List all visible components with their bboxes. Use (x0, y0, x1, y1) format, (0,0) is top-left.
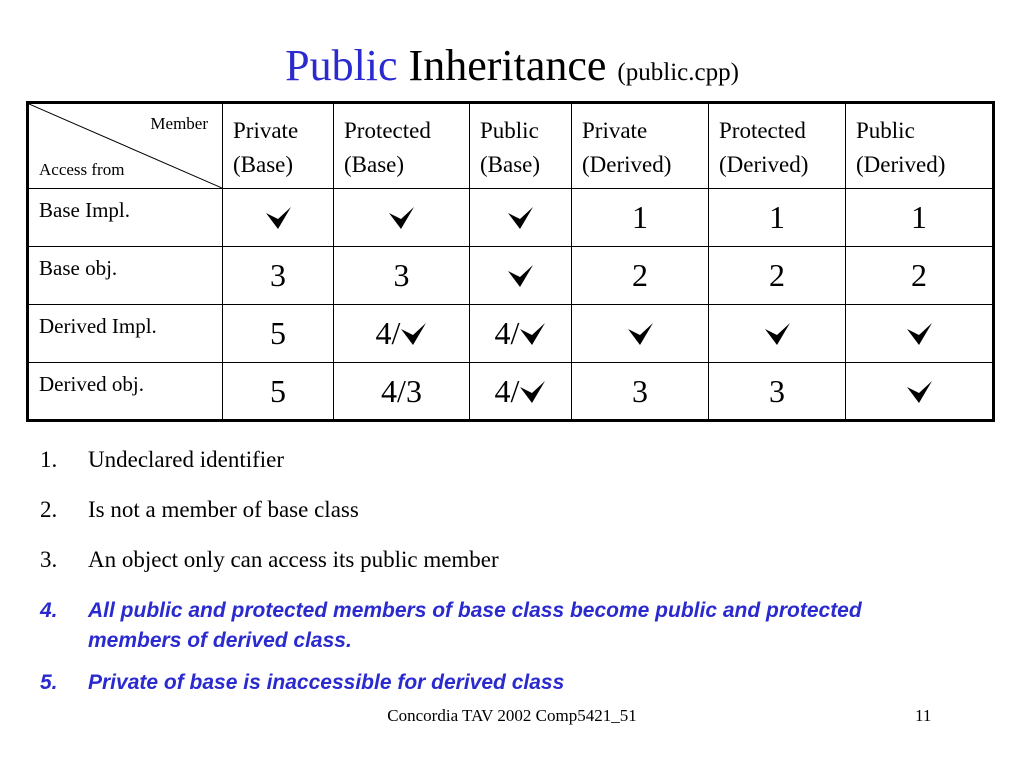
table-cell: 5 (223, 305, 334, 363)
checkmark-icon (906, 375, 933, 400)
column-header-scope: (Derived) (719, 152, 809, 177)
table-cell: 1 (709, 189, 846, 247)
column-header-name: Public (856, 118, 915, 143)
table-cell: 2 (709, 247, 846, 305)
column-header (470, 103, 572, 189)
corner-access-label: Access from (39, 160, 125, 179)
table-cell (334, 305, 470, 363)
note-text: Undeclared identifier (88, 447, 285, 472)
table-row (28, 189, 994, 247)
table-cell (470, 305, 572, 363)
note-text: All public and protected members of base class become public and protected members of derived class. (88, 599, 862, 652)
row-header: Base obj. (28, 247, 223, 305)
table-cell: 5 (223, 363, 334, 421)
checkmark-icon (764, 317, 791, 342)
table-cell: 3 (572, 363, 709, 421)
table-cell (846, 363, 994, 421)
table-cell: 1 (846, 189, 994, 247)
note-text: Private of base is inaccessible for derived class (88, 671, 565, 694)
table-cell: 1 (572, 189, 709, 247)
table-cell: 3 (709, 363, 846, 421)
slide-title (0, 38, 1024, 101)
table-cell (572, 305, 709, 363)
column-header-scope: (Derived) (856, 152, 946, 177)
title-highlight: Public (285, 41, 398, 90)
note-item (40, 446, 960, 474)
column-header (572, 103, 709, 189)
column-header-scope: (Derived) (582, 152, 672, 177)
note-number: 4. (40, 599, 58, 622)
page-number: 11 (915, 706, 932, 725)
table-row (28, 247, 994, 305)
column-header-name: Public (480, 118, 539, 143)
note-item (40, 596, 960, 656)
column-header-name: Protected (719, 118, 806, 143)
checkmark-icon (906, 317, 933, 342)
table-cell: 4/3 (334, 363, 470, 421)
checkmark-icon (519, 317, 546, 342)
note-text: Is not a member of base class (88, 497, 359, 522)
cell-prefix: 4/ (494, 315, 520, 351)
header-row (28, 103, 994, 189)
note-item (40, 546, 960, 574)
access-table (26, 101, 995, 422)
table-cell: 3 (223, 247, 334, 305)
row-header: Derived Impl. (28, 305, 223, 363)
table-cell (334, 189, 470, 247)
column-header-scope: (Base) (344, 152, 405, 177)
table-cell (470, 363, 572, 421)
column-header (334, 103, 470, 189)
column-header-name: Protected (344, 118, 431, 143)
column-header (709, 103, 846, 189)
row-header: Derived obj. (28, 363, 223, 421)
note-number: 2. (40, 497, 58, 522)
note-number: 1. (40, 447, 58, 472)
cell-prefix: 4/ (494, 372, 520, 409)
checkmark-icon (265, 201, 292, 226)
corner-member-label: Member (150, 114, 208, 133)
table-cell (709, 305, 846, 363)
notes-list (40, 446, 960, 710)
column-header (223, 103, 334, 189)
title-main: Inheritance (408, 41, 607, 90)
checkmark-icon (388, 201, 415, 226)
footer-text: Concordia TAV 2002 Comp5421_51 (387, 706, 637, 725)
note-item (40, 668, 960, 698)
row-header: Base Impl. (28, 189, 223, 247)
table-cell: 3 (334, 247, 470, 305)
column-header-name: Private (233, 118, 299, 143)
table-cell (223, 189, 334, 247)
checkmark-icon (400, 317, 427, 342)
column-header (846, 103, 994, 189)
checkmark-icon (627, 317, 654, 342)
table-cell (470, 247, 572, 305)
corner-header (28, 103, 223, 189)
checkmark-icon (507, 259, 534, 284)
table-cell: 2 (572, 247, 709, 305)
note-number: 3. (40, 547, 58, 572)
column-header-name: Private (582, 118, 648, 143)
checkmark-icon (519, 375, 546, 400)
checkmark-icon (507, 201, 534, 226)
table-cell (846, 305, 994, 363)
column-header-scope: (Base) (233, 152, 294, 177)
title-subtitle: (public.cpp) (617, 59, 739, 86)
table-row (28, 305, 994, 363)
table-cell: 2 (846, 247, 994, 305)
column-header-scope: (Base) (480, 152, 541, 177)
note-text: An object only can access its public member (88, 547, 499, 572)
note-number: 5. (40, 671, 58, 694)
cell-prefix: 4/ (375, 315, 401, 351)
table-row (28, 363, 994, 421)
note-item (40, 496, 960, 524)
table-cell (470, 189, 572, 247)
